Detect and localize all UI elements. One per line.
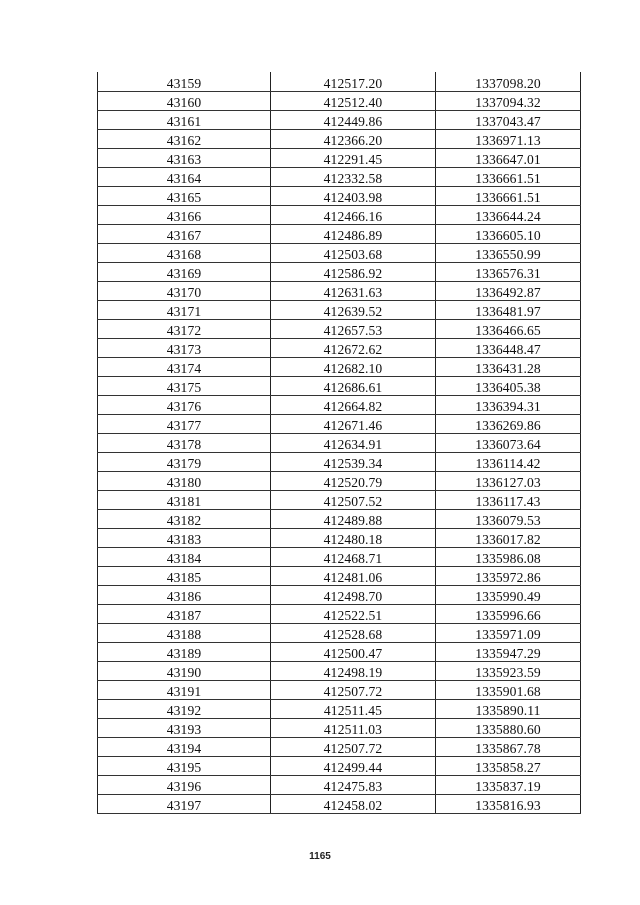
y-coordinate-cell: 1336431.28	[436, 357, 581, 376]
y-coordinate-cell: 1336661.51	[436, 186, 581, 205]
y-coordinate-cell: 1335971.09	[436, 623, 581, 642]
table-row	[98, 243, 581, 262]
x-coordinate-cell: 412528.68	[271, 623, 436, 642]
point-id-cell: 43179	[98, 452, 271, 471]
x-coordinate-cell: 412520.79	[271, 471, 436, 490]
point-id-cell: 43176	[98, 395, 271, 414]
y-coordinate-cell: 1336466.65	[436, 319, 581, 338]
point-id-cell: 43190	[98, 661, 271, 680]
point-id-cell: 43167	[98, 224, 271, 243]
table-row	[98, 395, 581, 414]
y-coordinate-cell: 1336481.97	[436, 300, 581, 319]
table-row	[98, 224, 581, 243]
y-coordinate-cell: 1336073.64	[436, 433, 581, 452]
y-coordinate-cell: 1336017.82	[436, 528, 581, 547]
x-coordinate-cell: 412366.20	[271, 129, 436, 148]
table-row	[98, 452, 581, 471]
table-row	[98, 205, 581, 224]
point-id-cell: 43171	[98, 300, 271, 319]
table-row	[98, 737, 581, 756]
y-coordinate-cell: 1335890.11	[436, 699, 581, 718]
table-row	[98, 414, 581, 433]
point-id-cell: 43175	[98, 376, 271, 395]
y-coordinate-cell: 1336644.24	[436, 205, 581, 224]
table-row	[98, 357, 581, 376]
point-id-cell: 43195	[98, 756, 271, 775]
table-row	[98, 680, 581, 699]
y-coordinate-cell: 1336492.87	[436, 281, 581, 300]
table-row	[98, 167, 581, 186]
y-coordinate-cell: 1335990.49	[436, 585, 581, 604]
y-coordinate-cell: 1335923.59	[436, 661, 581, 680]
coordinates-table-body	[98, 72, 581, 813]
x-coordinate-cell: 412657.53	[271, 319, 436, 338]
point-id-cell: 43192	[98, 699, 271, 718]
point-id-cell: 43159	[98, 72, 271, 91]
point-id-cell: 43178	[98, 433, 271, 452]
y-coordinate-cell: 1336448.47	[436, 338, 581, 357]
point-id-cell: 43187	[98, 604, 271, 623]
table-row	[98, 148, 581, 167]
table-row	[98, 186, 581, 205]
point-id-cell: 43189	[98, 642, 271, 661]
table-row	[98, 623, 581, 642]
table-row	[98, 547, 581, 566]
table-row	[98, 604, 581, 623]
x-coordinate-cell: 412631.63	[271, 281, 436, 300]
x-coordinate-cell: 412634.91	[271, 433, 436, 452]
point-id-cell: 43194	[98, 737, 271, 756]
x-coordinate-cell: 412291.45	[271, 148, 436, 167]
point-id-cell: 43165	[98, 186, 271, 205]
x-coordinate-cell: 412639.52	[271, 300, 436, 319]
point-id-cell: 43183	[98, 528, 271, 547]
point-id-cell: 43169	[98, 262, 271, 281]
point-id-cell: 43184	[98, 547, 271, 566]
table-row	[98, 661, 581, 680]
table-row	[98, 471, 581, 490]
table-row	[98, 338, 581, 357]
coordinates-table	[97, 72, 581, 814]
point-id-cell: 43188	[98, 623, 271, 642]
point-id-cell: 43172	[98, 319, 271, 338]
point-id-cell: 43160	[98, 91, 271, 110]
table-row	[98, 509, 581, 528]
point-id-cell: 43163	[98, 148, 271, 167]
y-coordinate-cell: 1336117.43	[436, 490, 581, 509]
table-row	[98, 376, 581, 395]
point-id-cell: 43197	[98, 794, 271, 813]
table-row	[98, 528, 581, 547]
point-id-cell: 43191	[98, 680, 271, 699]
page-number: 1165	[309, 851, 331, 862]
table-row	[98, 775, 581, 794]
y-coordinate-cell: 1335858.27	[436, 756, 581, 775]
point-id-cell: 43181	[98, 490, 271, 509]
x-coordinate-cell: 412672.62	[271, 338, 436, 357]
y-coordinate-cell: 1336394.31	[436, 395, 581, 414]
x-coordinate-cell: 412507.72	[271, 680, 436, 699]
point-id-cell: 43185	[98, 566, 271, 585]
y-coordinate-cell: 1335880.60	[436, 718, 581, 737]
y-coordinate-cell: 1335867.78	[436, 737, 581, 756]
y-coordinate-cell: 1335947.29	[436, 642, 581, 661]
y-coordinate-cell: 1335901.68	[436, 680, 581, 699]
y-coordinate-cell: 1336405.38	[436, 376, 581, 395]
x-coordinate-cell: 412449.86	[271, 110, 436, 129]
y-coordinate-cell: 1336971.13	[436, 129, 581, 148]
y-coordinate-cell: 1336550.99	[436, 243, 581, 262]
y-coordinate-cell: 1337094.32	[436, 91, 581, 110]
table-row	[98, 756, 581, 775]
x-coordinate-cell: 412511.03	[271, 718, 436, 737]
y-coordinate-cell: 1336647.01	[436, 148, 581, 167]
table-row	[98, 129, 581, 148]
table-row	[98, 281, 581, 300]
x-coordinate-cell: 412671.46	[271, 414, 436, 433]
table-row	[98, 585, 581, 604]
x-coordinate-cell: 412682.10	[271, 357, 436, 376]
point-id-cell: 43170	[98, 281, 271, 300]
y-coordinate-cell: 1335986.08	[436, 547, 581, 566]
table-row	[98, 490, 581, 509]
table-row	[98, 319, 581, 338]
y-coordinate-cell: 1336079.53	[436, 509, 581, 528]
x-coordinate-cell: 412481.06	[271, 566, 436, 585]
x-coordinate-cell: 412480.18	[271, 528, 436, 547]
x-coordinate-cell: 412458.02	[271, 794, 436, 813]
x-coordinate-cell: 412498.70	[271, 585, 436, 604]
y-coordinate-cell: 1336127.03	[436, 471, 581, 490]
table-row	[98, 300, 581, 319]
x-coordinate-cell: 412664.82	[271, 395, 436, 414]
x-coordinate-cell: 412517.20	[271, 72, 436, 91]
table-row	[98, 91, 581, 110]
x-coordinate-cell: 412512.40	[271, 91, 436, 110]
table-row	[98, 110, 581, 129]
y-coordinate-cell: 1336114.42	[436, 452, 581, 471]
x-coordinate-cell: 412486.89	[271, 224, 436, 243]
point-id-cell: 43162	[98, 129, 271, 148]
x-coordinate-cell: 412475.83	[271, 775, 436, 794]
x-coordinate-cell: 412511.45	[271, 699, 436, 718]
point-id-cell: 43182	[98, 509, 271, 528]
y-coordinate-cell: 1335837.19	[436, 775, 581, 794]
point-id-cell: 43193	[98, 718, 271, 737]
x-coordinate-cell: 412466.16	[271, 205, 436, 224]
point-id-cell: 43161	[98, 110, 271, 129]
x-coordinate-cell: 412503.68	[271, 243, 436, 262]
x-coordinate-cell: 412507.72	[271, 737, 436, 756]
y-coordinate-cell: 1336576.31	[436, 262, 581, 281]
y-coordinate-cell: 1336605.10	[436, 224, 581, 243]
x-coordinate-cell: 412539.34	[271, 452, 436, 471]
x-coordinate-cell: 412489.88	[271, 509, 436, 528]
x-coordinate-cell: 412522.51	[271, 604, 436, 623]
x-coordinate-cell: 412586.92	[271, 262, 436, 281]
table-row	[98, 794, 581, 813]
table-row	[98, 642, 581, 661]
y-coordinate-cell: 1336269.86	[436, 414, 581, 433]
point-id-cell: 43164	[98, 167, 271, 186]
x-coordinate-cell: 412403.98	[271, 186, 436, 205]
x-coordinate-cell: 412498.19	[271, 661, 436, 680]
point-id-cell: 43173	[98, 338, 271, 357]
point-id-cell: 43180	[98, 471, 271, 490]
table-row	[98, 433, 581, 452]
point-id-cell: 43174	[98, 357, 271, 376]
y-coordinate-cell: 1335972.86	[436, 566, 581, 585]
x-coordinate-cell: 412686.61	[271, 376, 436, 395]
table-row	[98, 566, 581, 585]
y-coordinate-cell: 1335816.93	[436, 794, 581, 813]
point-id-cell: 43196	[98, 775, 271, 794]
point-id-cell: 43166	[98, 205, 271, 224]
y-coordinate-cell: 1336661.51	[436, 167, 581, 186]
y-coordinate-cell: 1337098.20	[436, 72, 581, 91]
y-coordinate-cell: 1335996.66	[436, 604, 581, 623]
point-id-cell: 43186	[98, 585, 271, 604]
table-row	[98, 699, 581, 718]
x-coordinate-cell: 412468.71	[271, 547, 436, 566]
table-row	[98, 262, 581, 281]
table-row	[98, 718, 581, 737]
x-coordinate-cell: 412499.44	[271, 756, 436, 775]
y-coordinate-cell: 1337043.47	[436, 110, 581, 129]
x-coordinate-cell: 412332.58	[271, 167, 436, 186]
x-coordinate-cell: 412500.47	[271, 642, 436, 661]
point-id-cell: 43177	[98, 414, 271, 433]
table-row	[98, 72, 581, 91]
point-id-cell: 43168	[98, 243, 271, 262]
x-coordinate-cell: 412507.52	[271, 490, 436, 509]
